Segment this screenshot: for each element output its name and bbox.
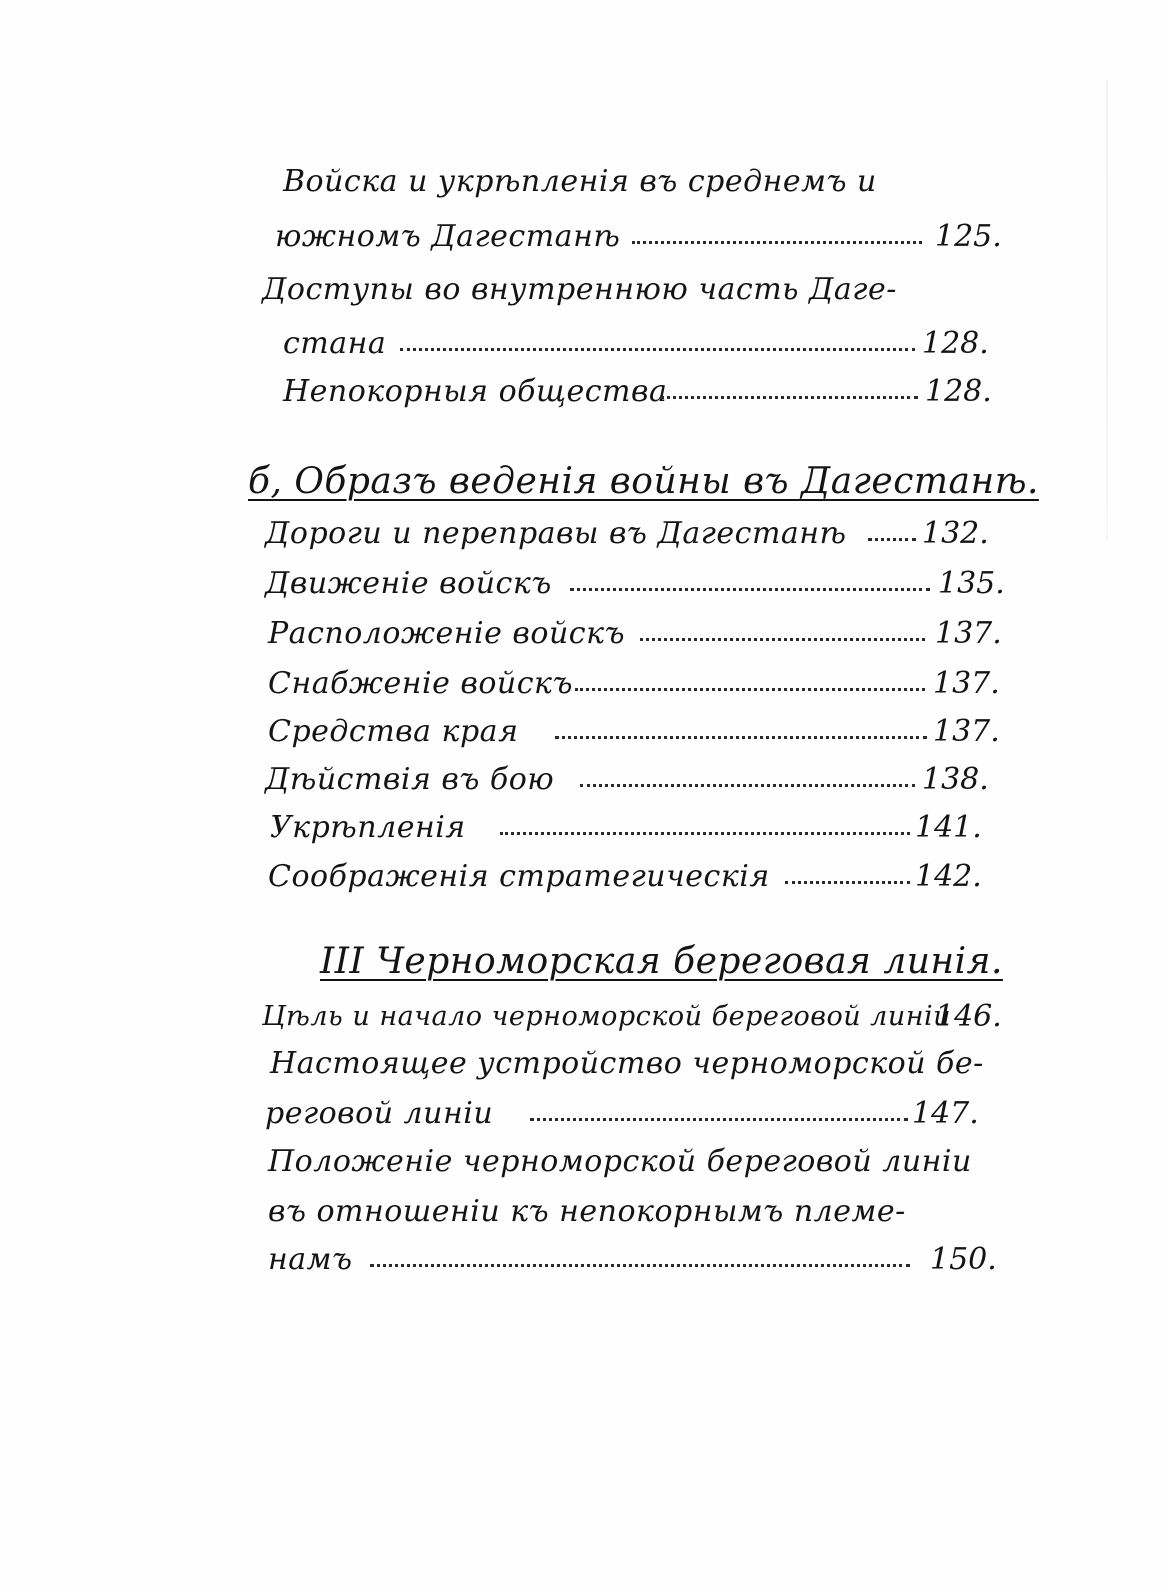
toc-page-number: 137. — [933, 714, 1000, 749]
section-3-heading: III Черноморская береговая линія. — [320, 941, 1003, 982]
toc-page-number: 138. — [922, 762, 989, 797]
toc-entry-text: въ отношеніи къ непокорнымъ племе- — [268, 1194, 906, 1229]
dot-leader — [575, 688, 925, 691]
dot-leader — [555, 736, 927, 739]
dot-leader — [400, 348, 915, 351]
toc-line — [0, 710, 1163, 754]
toc-page-number: 132. — [922, 516, 989, 551]
toc-entry-text: Положеніе черноморской береговой линіи — [268, 1144, 972, 1179]
toc-entry-text: Движеніе войскъ — [265, 566, 552, 601]
toc-entry-text: Цѣль и начало черноморской береговой линіи — [262, 1001, 952, 1032]
section-heading — [0, 940, 1163, 984]
toc-entry-text: реговой линіи — [265, 1096, 494, 1131]
toc-line — [0, 215, 1163, 259]
toc-entry-text: Укрѣпленія — [270, 810, 466, 845]
toc-page-number: 150. — [930, 1242, 997, 1277]
dot-leader — [640, 638, 925, 641]
toc-entry-text: Настоящее устройство черноморской бе- — [270, 1046, 984, 1081]
toc-entry-text: южномъ Дагестанѣ — [275, 219, 621, 254]
dot-leader — [580, 784, 915, 787]
toc-line — [0, 612, 1163, 656]
toc-line — [0, 1238, 1163, 1282]
toc-page-number: 137. — [933, 666, 1000, 701]
toc-page-number: 125. — [935, 219, 1002, 254]
toc-entry-text: Снабженіе войскъ — [268, 666, 573, 701]
dot-leader — [660, 396, 918, 399]
section-heading — [0, 460, 1163, 504]
toc-entry-text: Дороги и переправы въ Дагестанѣ — [265, 516, 847, 551]
dot-leader — [632, 241, 922, 244]
toc-line — [0, 1190, 1163, 1234]
toc-line — [0, 562, 1163, 606]
toc-line — [0, 855, 1163, 899]
dot-leader — [500, 832, 910, 835]
toc-line — [0, 1092, 1163, 1136]
toc-page-number: 147. — [912, 1096, 979, 1131]
toc-page-number: 142. — [915, 859, 982, 894]
toc-entry-text: Расположеніе войскъ — [268, 616, 625, 651]
toc-entry-text: намъ — [268, 1242, 353, 1277]
toc-line — [0, 1042, 1163, 1086]
toc-entry-text: стана — [283, 326, 387, 361]
toc-entry-text: Доступы во внутреннюю часть Даге- — [262, 272, 897, 307]
toc-page-number: 141. — [915, 810, 982, 845]
toc-line — [0, 268, 1163, 312]
toc-entry-text: Средства края — [268, 714, 519, 749]
toc-line — [0, 806, 1163, 850]
toc-entry-text: Дѣйствія въ бою — [265, 762, 555, 797]
toc-page-number: 135. — [938, 566, 1005, 601]
dot-leader — [570, 588, 930, 591]
toc-line — [0, 160, 1163, 204]
toc-line — [0, 662, 1163, 706]
toc-page-number: 137. — [935, 616, 1002, 651]
section-b-heading: б, Образъ веденія войны въ Дагестанѣ. — [248, 461, 1039, 502]
dot-leader — [868, 538, 916, 541]
dot-leader — [370, 1264, 910, 1267]
toc-line — [0, 512, 1163, 556]
toc-line — [0, 322, 1163, 366]
toc-line — [0, 1140, 1163, 1184]
toc-line — [0, 995, 1163, 1039]
toc-entry-text: Войска и укрѣпленія въ среднемъ и — [283, 164, 877, 199]
toc-entry-text: Соображенія стратегическія — [268, 859, 770, 894]
toc-line — [0, 758, 1163, 802]
toc-line — [0, 370, 1163, 414]
toc-page-number: 146. — [935, 999, 1002, 1034]
toc-page-number: 128. — [922, 326, 989, 361]
dot-leader — [530, 1118, 908, 1121]
dot-leader — [785, 881, 910, 884]
toc-entry-text: Непокорныя общества — [283, 374, 668, 409]
toc-page-number: 128. — [925, 374, 992, 409]
